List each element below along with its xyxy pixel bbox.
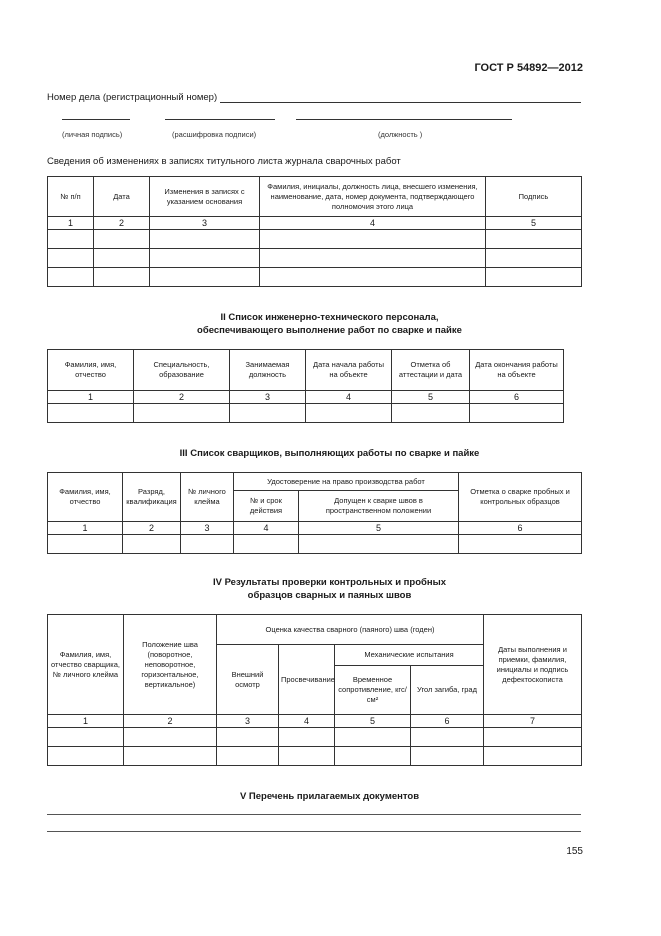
column-number: 3 xyxy=(230,391,306,404)
section4-title: IV Результаты проверки контрольных и пробных образцов сварных и паяных швов xyxy=(212,577,447,601)
column-number: 5 xyxy=(335,715,411,728)
table-row xyxy=(48,747,582,766)
results-header: Внешний осмотр xyxy=(217,645,279,715)
staff-header: Специальность, образование xyxy=(134,350,230,391)
results-header: Даты выполнения и приемки, фамилия, инициалы и подпись дефектоскописта xyxy=(484,615,582,715)
table-row xyxy=(48,404,564,423)
column-number: 6 xyxy=(411,715,484,728)
section3-title: III Список сварщиков, выполняющих работы по сварке и пайке xyxy=(179,448,480,459)
results-header: Оценка качества сварного (паяного) шва (годен) xyxy=(217,615,484,645)
column-number: 4 xyxy=(234,522,299,535)
column-number: 6 xyxy=(459,522,582,535)
results-header: Временное сопротивление, кгс/см² xyxy=(335,666,411,715)
column-number: 4 xyxy=(260,217,486,230)
changes-table xyxy=(47,176,582,287)
standard-code: ГОСТ Р 54892—2012 xyxy=(474,62,583,74)
label-signature-decoding: (расшифровка подписи) xyxy=(172,130,257,139)
welders-header: Допущен к сварке швов в пространственном положении xyxy=(299,491,459,522)
column-number: 3 xyxy=(150,217,260,230)
welders-header: Разряд, квалификация xyxy=(123,473,181,522)
engineering-staff-table xyxy=(47,349,564,423)
changes-header: Изменения в записях с указанием основания xyxy=(150,177,260,217)
results-header: Просвечивание xyxy=(279,645,335,715)
column-number: 2 xyxy=(123,522,181,535)
label-personal-signature: (личная подпись) xyxy=(62,130,123,139)
welders-header: № личного клейма xyxy=(181,473,234,522)
column-number: 5 xyxy=(299,522,459,535)
registration-field xyxy=(220,92,581,103)
welders-header: № и срок действия xyxy=(234,491,299,522)
signature-line-personal xyxy=(62,119,130,120)
column-number: 1 xyxy=(48,715,124,728)
column-number: 6 xyxy=(470,391,564,404)
changes-header: № п/п xyxy=(48,177,94,217)
results-header: Механические испытания xyxy=(335,645,484,666)
label-position: (должность ) xyxy=(378,130,423,139)
column-number: 2 xyxy=(124,715,217,728)
section5-title: V Перечень прилагаемых документов xyxy=(239,791,420,802)
column-number: 7 xyxy=(484,715,582,728)
column-number: 4 xyxy=(279,715,335,728)
table-row xyxy=(48,230,582,249)
welders-header: Отметка о сварке пробных и контрольных образцов xyxy=(459,473,582,522)
column-number: 5 xyxy=(392,391,470,404)
column-number: 3 xyxy=(181,522,234,535)
changes-header: Подпись xyxy=(486,177,582,217)
staff-header: Фамилия, имя, отчество xyxy=(48,350,134,391)
column-number: 1 xyxy=(48,522,123,535)
registration-line xyxy=(47,92,581,103)
column-number: 3 xyxy=(217,715,279,728)
column-number: 2 xyxy=(94,217,150,230)
column-number: 4 xyxy=(306,391,392,404)
welders-header: Фамилия, имя, отчество xyxy=(48,473,123,522)
signature-line-position xyxy=(296,119,512,120)
staff-header: Отметка об аттестации и дата xyxy=(392,350,470,391)
welders-header: Удостоверение на право производства работ xyxy=(234,473,459,491)
welders-table xyxy=(47,472,582,554)
registration-label: Номер дела (регистрационный номер) xyxy=(47,92,218,103)
test-results-table xyxy=(47,614,582,766)
page-number: 155 xyxy=(566,846,583,857)
results-header: Фамилия, имя, отчество сварщика, № личного клейма xyxy=(48,615,124,715)
staff-header: Занимаемая должность xyxy=(230,350,306,391)
changes-header: Фамилия, инициалы, должность лица, внесшего изменения, наименование, дата, номер документа, подтверждающего полномочия этого лица xyxy=(260,177,486,217)
table-row xyxy=(48,728,582,747)
table-row xyxy=(48,535,582,554)
staff-header: Дата начала работы на объекте xyxy=(306,350,392,391)
signature-line-decoding xyxy=(165,119,275,120)
documents-line xyxy=(47,831,581,832)
column-number: 1 xyxy=(48,217,94,230)
staff-header: Дата окончания работы на объекте xyxy=(470,350,564,391)
column-number: 2 xyxy=(134,391,230,404)
column-number: 5 xyxy=(486,217,582,230)
column-number: 1 xyxy=(48,391,134,404)
documents-line xyxy=(47,814,581,815)
changes-title: Сведения об изменениях в записях титульного листа журнала сварочных работ xyxy=(47,156,401,167)
table-row xyxy=(48,249,582,268)
results-header: Угол загиба, град xyxy=(411,666,484,715)
table-row xyxy=(48,268,582,287)
changes-header: Дата xyxy=(94,177,150,217)
section2-title: II Список инженерно-технического персонала, обеспечивающего выполнение работ по сварке и пайке xyxy=(197,312,462,336)
results-header: Положение шва (поворотное, неповоротное, горизонтальное, вертикальное) xyxy=(124,615,217,715)
